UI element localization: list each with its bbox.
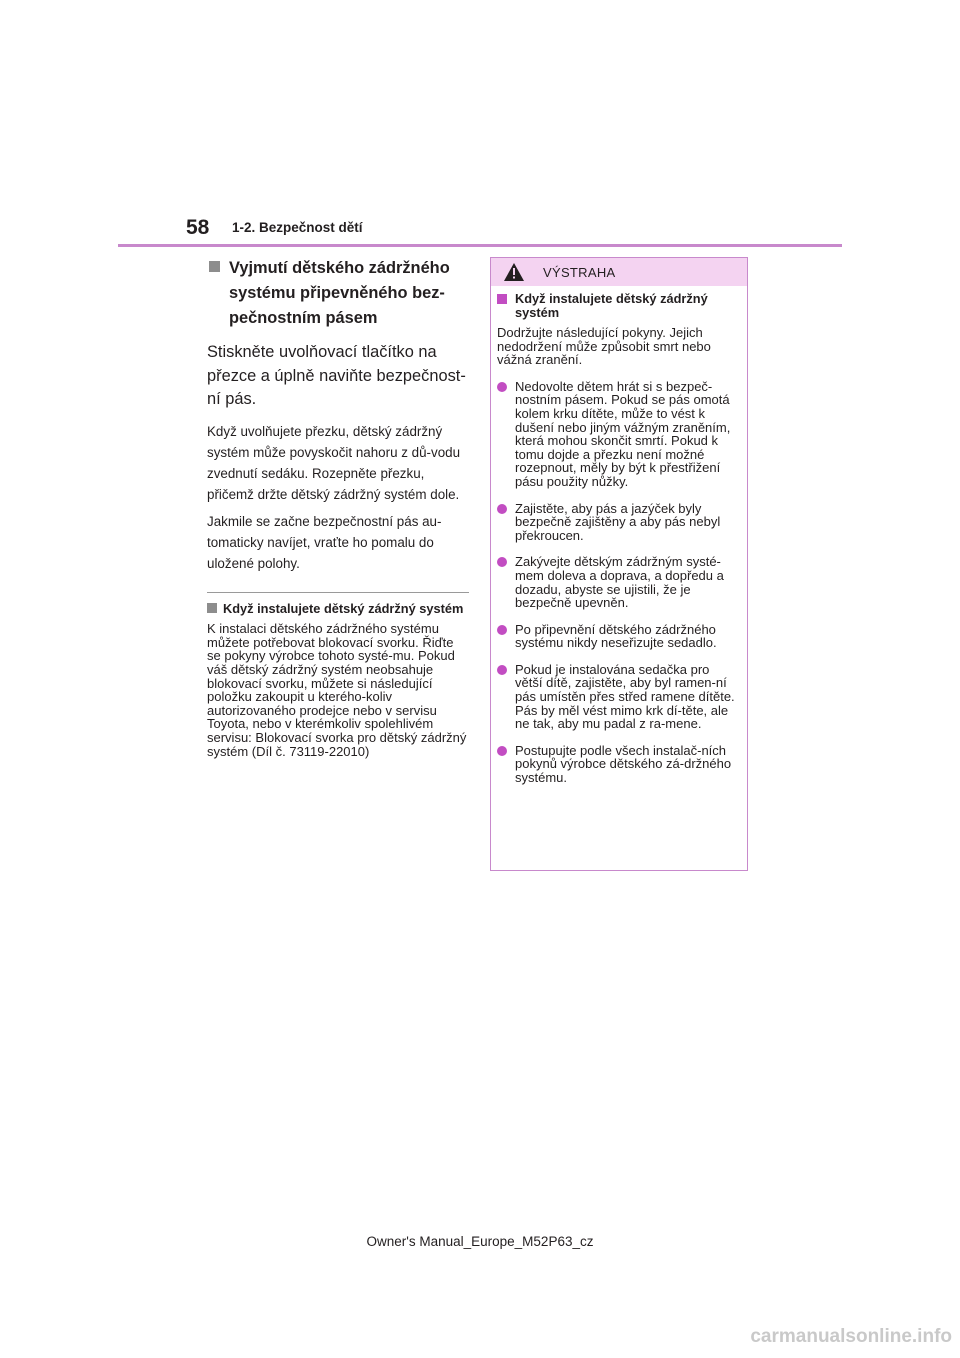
round-bullet-icon <box>497 504 507 514</box>
warning-bullet <box>497 380 739 489</box>
note-heading-text: Když instalujete dětský zádržný systém <box>223 600 464 616</box>
warning-bullet-text: Zakývejte dětským zádržným systé-mem doleva a doprava, a dopředu a dozadu, abyste se ujistili, že je bezpečně upevněn. <box>515 554 724 611</box>
round-bullet-icon <box>497 557 507 567</box>
round-bullet-icon <box>497 625 507 635</box>
round-bullet-icon <box>497 665 507 675</box>
warning-bullet <box>497 623 739 650</box>
round-bullet-icon <box>497 746 507 756</box>
procedure-paragraph-2: Jakmile se začne bezpečnostní pás au-tomaticky navíjet, vraťte ho pomalu do uložené polohy. <box>207 513 442 571</box>
square-bullet-icon <box>209 261 220 272</box>
warning-triangle-icon <box>504 263 524 281</box>
warning-heading-text: Když instalujete dětský zádržný systém <box>515 291 708 320</box>
header-rule <box>118 244 842 247</box>
warning-bullet-text: Zajistěte, aby pás a jazýček byly bezpečně zajištěny a aby pás nebyl překroucen. <box>515 500 721 543</box>
note-section <box>207 602 469 758</box>
warning-content <box>491 286 747 785</box>
round-bullet-icon <box>497 382 507 392</box>
page-number: 58 <box>186 216 210 239</box>
square-bullet-icon <box>497 294 507 304</box>
procedure-intro: Stiskněte uvolňovací tlačítko na přezce a úplně naviňte bezpečnost-ní pás. <box>207 343 466 409</box>
warning-heading <box>497 292 739 319</box>
warning-bullet-text: Postupujte podle všech instalač-ních pokynů výrobce dětského zá-držného systému. <box>515 742 732 786</box>
warning-bullet <box>497 744 739 785</box>
warning-bullet <box>497 502 739 543</box>
section-divider <box>207 592 469 593</box>
procedure-heading <box>207 256 469 331</box>
warning-bullet <box>497 663 739 731</box>
section-title: 1-2. Bezpečnost dětí <box>232 220 363 235</box>
warning-bullet-text: Po připevnění dětského zádržného systému nikdy neseřizujte sedadlo. <box>515 621 717 651</box>
procedure-heading-text: Vyjmutí dětského zádržného systému připevněného bez-pečnostním pásem <box>229 259 450 327</box>
warning-bullet-text: Pokud je instalována sedačka pro větší dítě, zajistěte, aby byl ramen-ní pás umístěn přes střed ramene dítěte. Pás by měl vést mimo krk dí-těte, ale ne tak, aby mu padal z ra-mene. <box>515 661 735 732</box>
square-bullet-icon <box>207 603 217 613</box>
note-heading <box>207 602 469 616</box>
watermark: carmanualsonline.info <box>750 1326 952 1347</box>
procedure-paragraph-1: Když uvolňujete přezku, dětský zádržný systém může povyskočit nahoru z dů-vodu zvednutí sedáku. Rozepněte přezku, přičemž držte dětský zádržný systém dole. <box>207 423 461 502</box>
left-column <box>207 256 469 758</box>
warning-bullet <box>497 555 739 609</box>
warning-bullet-text: Nedovolte dětem hrát si s bezpeč-nostním pásem. Pokud se pás omotá kolem krku dítěte, může to vést k dušení nebo jiným vážným zraněním, která mohou skončit smrtí. Pokud k tomu dojde a přezku není možné rozepnout, měly by být k přestřižení pásu použity nůžky. <box>515 378 731 489</box>
warning-intro: Dodržujte následující pokyny. Jejich nedodržení může způsobit smrt nebo vážná zranění. <box>497 325 711 368</box>
note-body: K instalaci dětského zádržného systému můžete potřebovat blokovací svorku. Řiďte se pokyny výrobce tohoto systé-mu. Pokud váš dětský zádržný systém neobsahuje blokovací svorku, můžete si následující položku zakoupit u kterého-koliv autorizovaného prodejce nebo v servisu Toyota, nebo v kterémkoliv spolehlivém servisu: Blokovací svorka pro dětský zádržný systém (Díl č. 73119-22010) <box>207 621 467 759</box>
page-footer: Owner's Manual_Europe_M52P63_cz <box>366 1234 594 1249</box>
warning-header <box>491 258 747 286</box>
warning-title: VÝSTRAHA <box>543 265 616 280</box>
warning-box <box>490 257 748 871</box>
